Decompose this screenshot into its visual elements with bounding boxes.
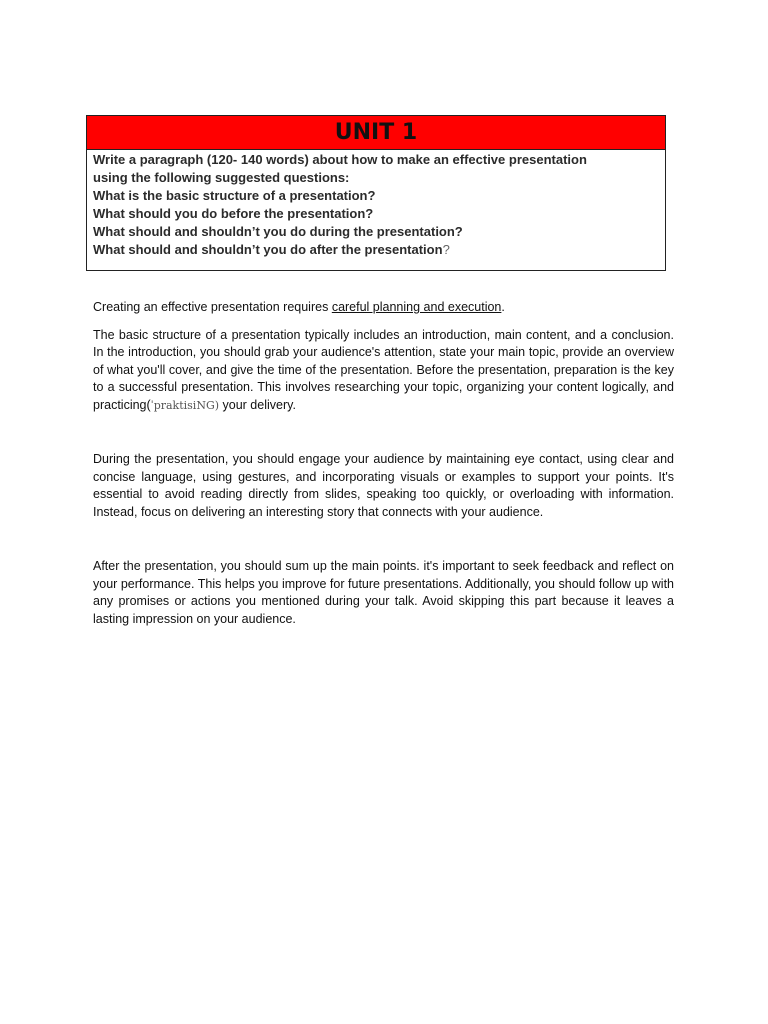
question-mark: ? — [442, 242, 450, 257]
prompt-line: using the following suggested questions: — [93, 170, 350, 185]
structure-text: The basic structure of a presentation typically includes an introduction, main content, and a conclusion. In the introduction, you should grab your audience's attention, state your main topic, provide an overview of what you'll cover, and give the time of the presentation. Before the presentation, preparation is the key to a successful presentation. This involves researching your topic, organizing your content logically, and practicing( — [93, 327, 674, 412]
intro-end: . — [501, 300, 505, 314]
task-prompt — [87, 150, 665, 259]
prompt-question: What should you do before the presentation? — [93, 206, 374, 221]
phonetic-transcription: ˈpraktisiNG) — [150, 398, 220, 412]
unit-header — [87, 116, 665, 150]
essay-after-paragraph: After the presentation, you should sum up the main points. it's important to seek feedback and reflect on your performance. This helps you improve for future presentations. Additionally, you should follow up with any promises or actions you mentioned during your talk. Avoid skipping this part because it leaves a lasting impression on your audience. — [93, 559, 674, 626]
essay-during-paragraph: During the presentation, you should engage your audience by maintaining eye contact, using clear and concise language, using gestures, and incorporating visuals or examples to support your points. It's essential to avoid reading directly from slides, speaking too quickly, or overloading with information. Instead, focus on delivering an interesting story that connects with your audience. — [93, 452, 674, 519]
essay — [93, 299, 674, 628]
essay-intro-paragraph — [93, 299, 674, 317]
structure-end: your delivery. — [219, 397, 296, 412]
prompt-question: What should and shouldn’t you do during the presentation? — [93, 224, 463, 239]
prompt-question-last — [93, 241, 659, 259]
prompt-question-text: What should and shouldn’t you do after the presentation — [93, 242, 443, 257]
prompt-line: Write a paragraph (120- 140 words) about how to make an effective presentation — [93, 152, 587, 167]
unit-title: UNIT 1 — [334, 120, 418, 145]
prompt-question: What is the basic structure of a presentation? — [93, 188, 376, 203]
task-box — [86, 115, 666, 271]
underlined-phrase: careful planning and execution — [331, 300, 502, 314]
essay-structure-paragraph — [93, 327, 674, 415]
intro-text: Creating an effective presentation requires — [93, 300, 332, 314]
